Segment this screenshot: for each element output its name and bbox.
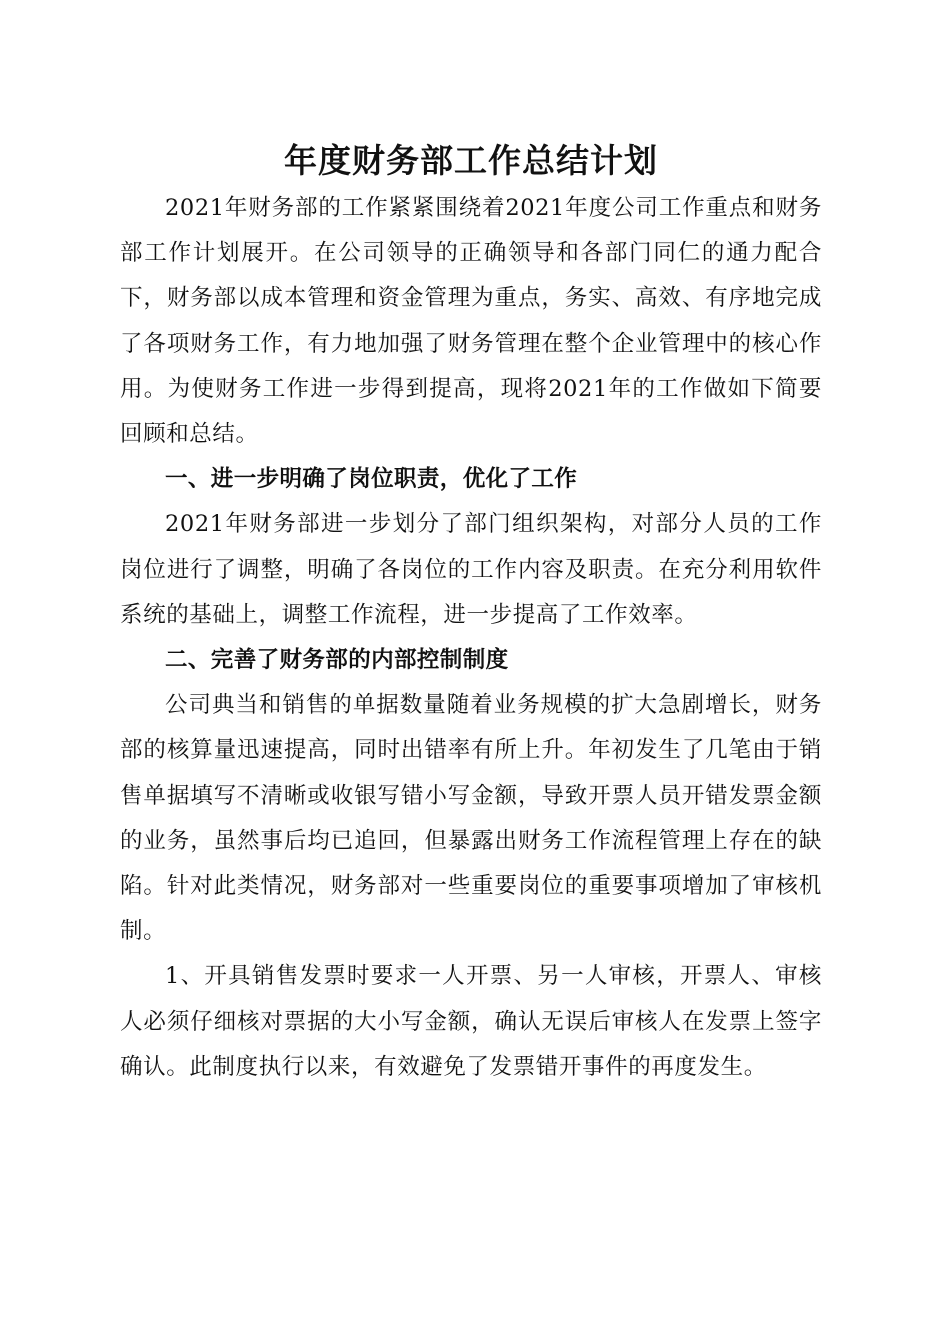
section-heading: 一、进一步明确了岗位职责，优化了工作 [165, 466, 578, 493]
document-page [120, 138, 822, 1090]
section-paragraph: 2021年财务部进一步划分了部门组织架构，对部分人员的工作岗位进行了调整，明确了各岗位的工作内容及职责。在充分利用软件系统的基础上，调整工作流程，进一步提高了工作效率。 [120, 511, 822, 628]
section-1 [120, 457, 822, 638]
document-title: 年度财务部工作总结计划 [284, 141, 658, 180]
section-paragraph: 1、开具销售发票时要求一人开票、另一人审核，开票人、审核人必须仔细核对票据的大小写金额，确认无误后审核人在发票上签字确认。此制度执行以来，有效避免了发票错开事件的再度发生。 [120, 963, 822, 1080]
section-heading: 二、完善了财务部的内部控制制度 [165, 647, 509, 674]
section-2 [120, 638, 822, 1090]
section-paragraph: 公司典当和销售的单据数量随着业务规模的扩大急剧增长，财务部的核算量迅速提高，同时出错率有所上升。年初发生了几笔由于销售单据填写不清晰或收银写错小写金额，导致开票人员开错发票金额的业务，虽然事后均已追回，但暴露出财务工作流程管理上存在的缺陷。针对此类情况，财务部对一些重要岗位的重要事项增加了审核机制。 [120, 692, 822, 945]
intro-paragraph: 2021年财务部的工作紧紧围绕着2021年度公司工作重点和财务部工作计划展开。在公司领导的正确领导和各部门同仁的通力配合下，财务部以成本管理和资金管理为重点，务实、高效、有序地完成了各项财务工作，有力地加强了财务管理在整个企业管理中的核心作用。为使财务工作进一步得到提高，现将2021年的工作做如下简要回顾和总结。 [120, 195, 822, 448]
